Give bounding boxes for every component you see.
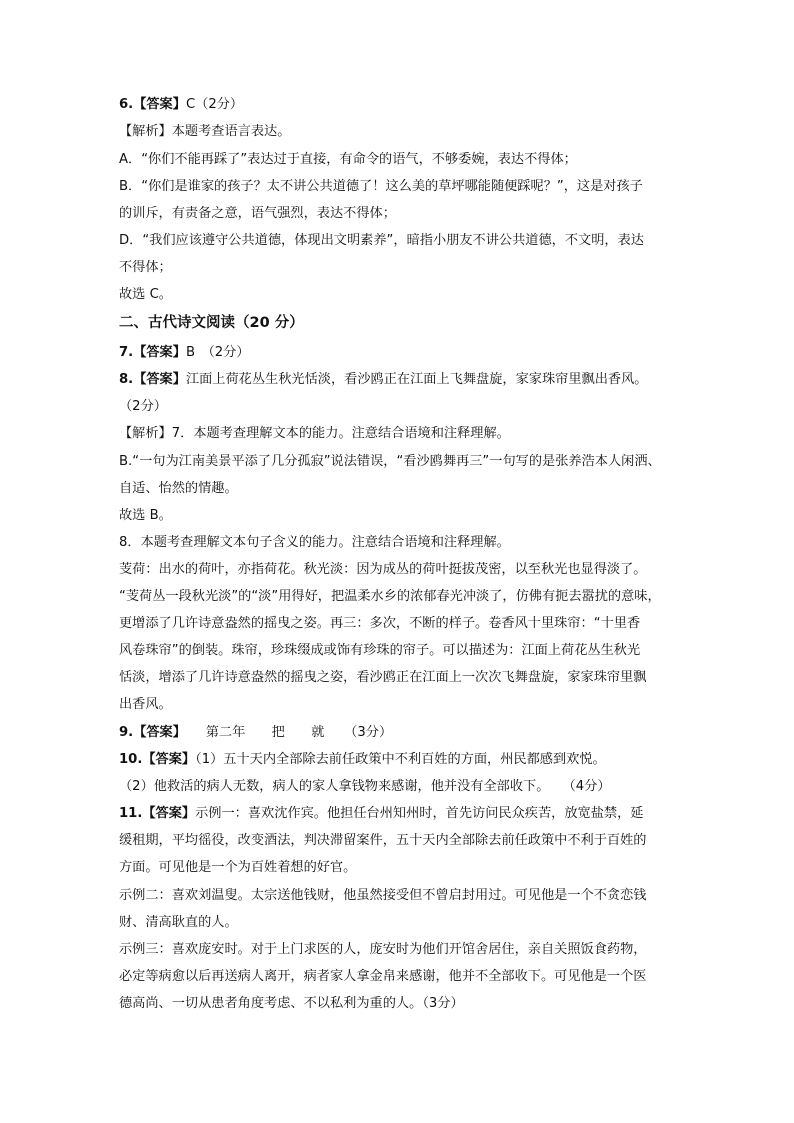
q6-option-a: A．“你们不能再踩了”表达过于直接，有命令的语气，不够委婉，表达不得体； [119, 152, 577, 167]
q11-example1-cont1: 缓租期，平均徭役，改变酒法，判决滞留案件，五十天内全部除去前任政策中不利于百姓的 [119, 833, 647, 848]
q11-example3-cont2: 德高尚、一切从患者角度考虑、不以私利为重的人。（3分） [119, 996, 464, 1011]
q6-analysis-line: 【解析】本题考查语言表达。 [119, 124, 291, 139]
q8-analysis-6: 出香风。 [119, 697, 172, 712]
q8-analysis-3: 更增添了几许诗意盎然的摇曳之姿。再三：多次，不断的样子。卷香风十里珠帘：“十里香 [119, 616, 641, 631]
section-heading: 二、古代诗文阅读（20 分） [119, 315, 304, 331]
q7-answer-line: 7.【答案】B （2分） [119, 345, 250, 360]
q9-answer-line: 9.【答案】 第二年 把 就 （3分） [119, 725, 393, 740]
q8-analysis-5: 恬淡，增添了几许诗意盎然的摇曳之姿，看沙鸥正在江面上一次次飞舞盘旋，家家珠帘里飘 [119, 670, 647, 685]
q10-answer-line: 10.【答案】（1）五十天内全部除去前任政策中不利百姓的方面，州民都感到欢悦。 [119, 752, 606, 767]
q11-example1-cont2: 方面。可见他是一个为百姓着想的好官。 [119, 860, 357, 875]
q6-option-b-cont: 的训斥，有责备之意，语气强烈，表达不得体； [119, 206, 396, 221]
q6-answer-line: 6.【答案】C（2分） [119, 97, 244, 112]
q6-option-b: B．“你们是谁家的孩子？太不讲公共道德了！这么美的草坪哪能随便踩呢？”，这是对孩子 [119, 179, 643, 194]
q8-analysis-1: 芰荷：出水的荷叶，亦指荷花。秋光淡：因为成丛的荷叶挺拔茂密，以至秋光也显得淡了。 [119, 562, 647, 577]
q11-answer-line: 11.【答案】示例一：喜欢沈作宾。他担任台州知州时，首先访问民众疾苦，放宽盐禁，延 [119, 806, 644, 821]
q11-example3-cont1: 必定等病愈以后再送病人离开，病者家人拿金帛来感谢，他并不全部收下。可见他是一个医 [119, 969, 647, 984]
q8-analysis-2: “芰荷丛一段秋光淡”的“淡”用得好，把温柔水乡的浓郁春光冲淡了，仿佛有扼去嚣扰的意味， [119, 589, 661, 604]
q7-analysis-b-cont: 自适、怡然的情趣。 [119, 481, 238, 496]
q11-example2-cont: 财、清高耿直的人。 [119, 915, 238, 930]
q6-option-d: D．“我们应该遵守公共道德，体现出文明素养”，暗指小朋友不讲公共道德，不文明，表达 [119, 233, 644, 248]
q7-analysis-b: B.“一句为江南美景平添了几分孤寂”说法错误，“看沙鸥舞再三”一句写的是张养浩本人闲洒、 [119, 454, 661, 469]
q8-analysis-4: 风卷珠帘”的倒装。珠帘，珍珠缀成或饰有珍珠的帘子。可以描述为：江面上荷花丛生秋光 [119, 643, 641, 658]
q11-example2: 示例二：喜欢刘温叟。太宗送他钱财，他虽然接受但不曾启封用过。可见他是一个不贪恋钱 [119, 888, 647, 903]
q11-example3: 示例三：喜欢庞安时。对于上门求医的人，庞安时为他们开馆舍居住，亲自关照饭食药物， [119, 942, 647, 957]
q6-conclusion: 故选 C。 [119, 287, 172, 302]
q6-option-d-cont: 不得体； [119, 260, 172, 275]
q8-answer-score: （2分） [119, 399, 167, 414]
q10-answer-2: （2）他救活的病人无数，病人的家人拿钱物来感谢，他并没有全部收下。 （4分） [119, 779, 611, 794]
q8-answer-line: 8.【答案】江面上荷花丛生秋光恬淡，看沙鸥正在江面上飞舞盘旋，家家珠帘里飘出香风。 [119, 372, 648, 387]
q7-conclusion: 故选 B。 [119, 508, 172, 523]
q8-analysis-intro: 8．本题考查理解文本句子含义的能力。注意结合语境和注释理解。 [119, 535, 510, 550]
q7-analysis-line: 【解析】7．本题考查理解文本的能力。注意结合语境和注释理解。 [119, 426, 510, 441]
